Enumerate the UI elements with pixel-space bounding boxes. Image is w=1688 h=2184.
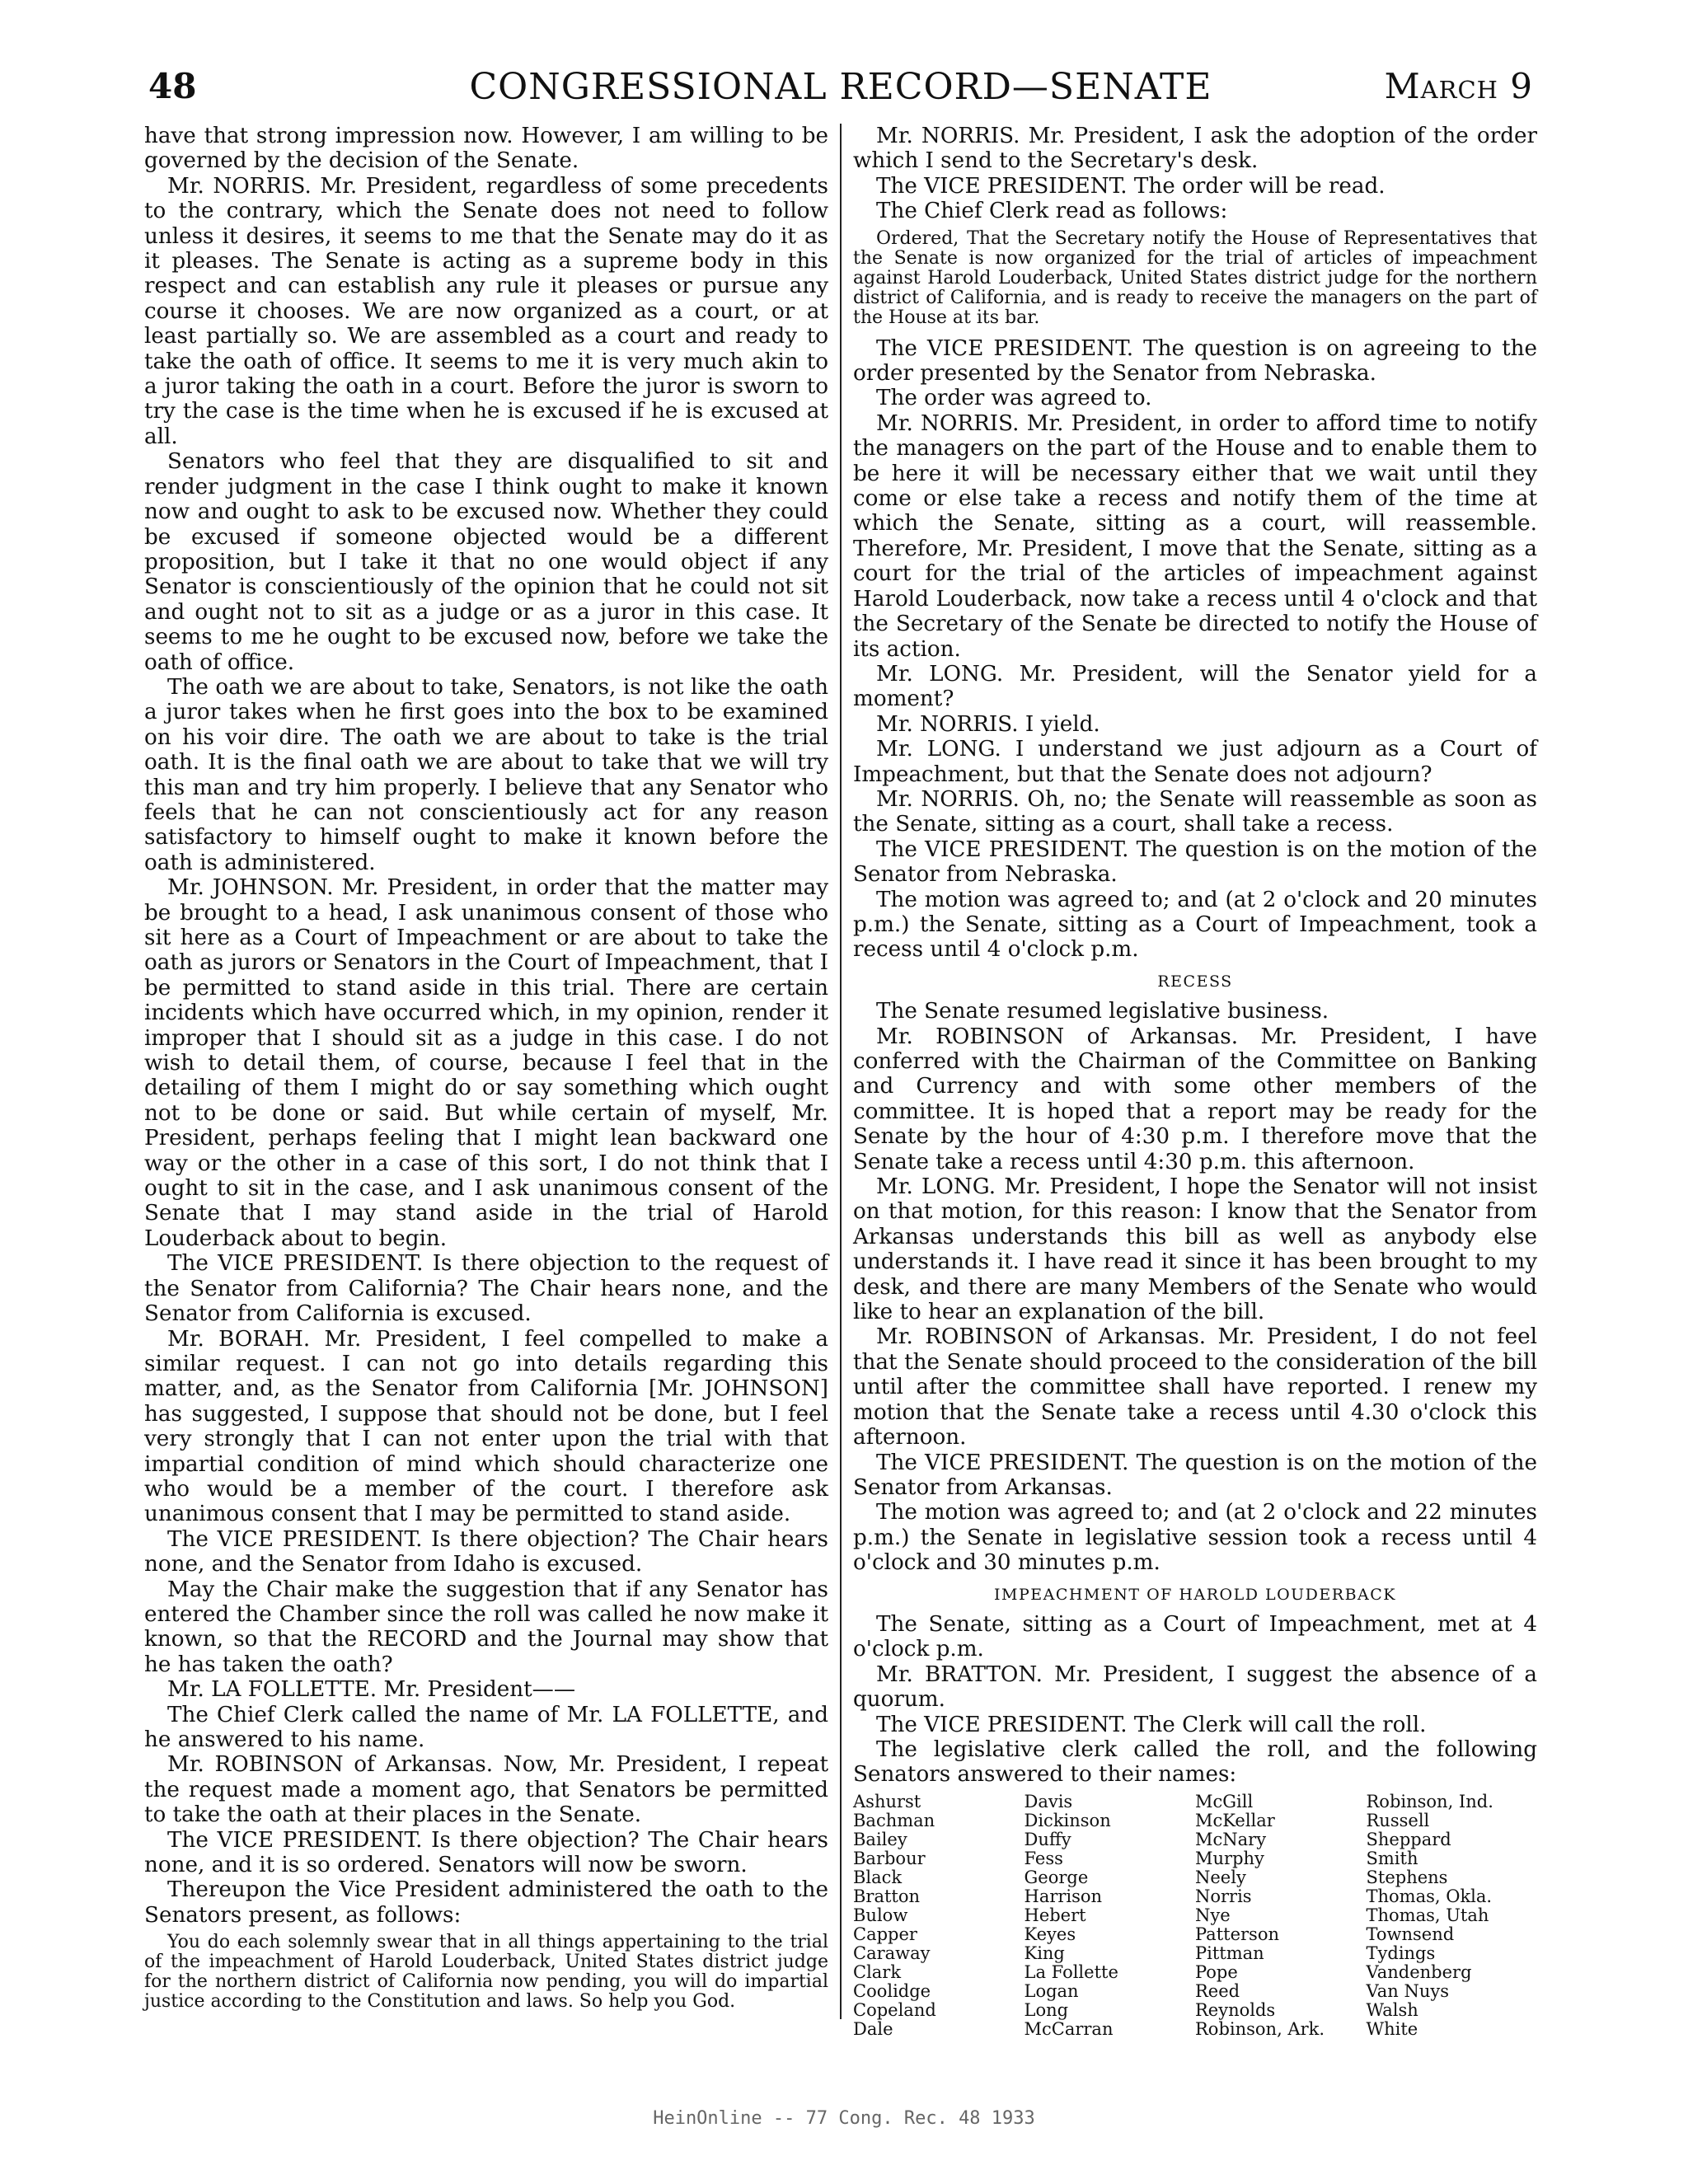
paragraph: The VICE PRESIDENT. The question is on agreeing to the order presented by the Senator from Nebraska. (853, 335, 1537, 387)
paragraph: Mr. NORRIS. Mr. President, regardless of some precedents to the contrary, which the Senate does not need to follow unless it desires, it seems to me that the Senate may do it as it pleases. The Senate is acting as a supreme body in this respect and can establish any rule it pleases or pursue any course it chooses. We are now organized as a court, or at least partially so. We are assembled as a court and ready to take the oath of office. It seems to me it is very much akin to a juror taking the oath in a court. Before the juror is sworn to try the case is the time when he is excused if he is excused at all. (144, 173, 828, 449)
paragraph: The VICE PRESIDENT. The Clerk will call the roll. (876, 1712, 1427, 1737)
roll-call-list (853, 1793, 1537, 2039)
senator-name: McGill (1195, 1791, 1254, 1811)
order-text: Ordered, That the Secretary notify the House of Representatives that the Senate is now organized for the trial of articles of impeachment against Harold Louderback, United States district judge for the northern district of California, and is ready to receive the managers on the part of the House at its bar. (853, 227, 1537, 328)
senator-name: Fess (1024, 1848, 1063, 1868)
senator-name: Coolidge (853, 1980, 931, 2001)
senator-name: Bulow (853, 1905, 908, 1925)
left-column (144, 124, 828, 2020)
senator-name: King (1024, 1943, 1065, 1963)
senator-name: Robinson, Ind. (1366, 1791, 1493, 1811)
paragraph: Mr. NORRIS. Oh, no; the Senate will reassemble as soon as the Senate, sitting as a court, shall take a recess. (853, 786, 1537, 837)
paragraph: Mr. NORRIS. Mr. President, I ask the adoption of the order which I send to the Secretary's desk. (853, 124, 1537, 174)
senator-name: Norris (1195, 1886, 1252, 1906)
paragraph: have that strong impression now. However, I am willing to be governed by the decision of the Senate. (144, 124, 828, 174)
senator-name: Vandenberg (1366, 1961, 1472, 1982)
senator-name: Walsh (1366, 1999, 1418, 2020)
senator-name: Dale (853, 2018, 893, 2039)
senator-name: Reynolds (1195, 1999, 1276, 2020)
paragraph: Mr. BRATTON. Mr. President, I suggest the absence of a quorum. (853, 1661, 1537, 1713)
senator-name: Copeland (853, 1999, 936, 2020)
paragraph: Mr. ROBINSON of Arkansas. Mr. President, I have conferred with the Chairman of the Committee on Banking and Currency and with some other members of the committee. It is hoped that a report may be ready for the Senate by the hour of 4:30 p.m. I therefore move that the Senate take a recess until 4:30 p.m. this afternoon. (853, 1024, 1537, 1174)
paragraph: Mr. NORRIS. I yield. (876, 711, 1100, 737)
senator-name: White (1366, 2018, 1418, 2039)
senator-name: Patterson (1195, 1924, 1279, 1944)
senator-name: Tydings (1366, 1943, 1436, 1963)
paragraph: The legislative clerk called the roll, and the following Senators answered to their names: (853, 1736, 1537, 1788)
senator-name: Barbour (853, 1848, 926, 1868)
senator-name: Duffy (1024, 1829, 1071, 1849)
senator-name: Capper (853, 1924, 917, 1944)
column-divider (840, 124, 842, 2019)
paragraph: The Senate, sitting as a Court of Impeachment, met at 4 o'clock p.m. (853, 1611, 1537, 1662)
paragraph: Mr. LONG. Mr. President, I hope the Senator will not insist on that motion, for this reason: I know that the Senator from Arkansas understands this bill as well as anybody else understands it. I have read it since it has been brought to my desk, and there are many Members of the Senate who would like to hear an explanation of the bill. (853, 1174, 1537, 1325)
section-heading-recess: RECESS (1157, 972, 1233, 991)
senator-name: Stephens (1366, 1867, 1448, 1887)
paragraph: The motion was agreed to; and (at 2 o'clock and 22 minutes p.m.) the Senate in legislative session took a recess until 4 o'clock and 30 minutes p.m. (853, 1500, 1537, 1576)
section-heading-impeachment: IMPEACHMENT OF HAROLD LOUDERBACK (994, 1585, 1396, 1604)
paragraph: May the Chair make the suggestion that if any Senator has entered the Chamber since the roll was called he now make it known, so that the RECORD and the Journal may show that he has taken the oath? (144, 1577, 828, 1677)
senator-name: Thomas, Utah (1366, 1905, 1489, 1925)
paragraph: The Chief Clerk called the name of Mr. LA FOLLETTE, and he answered to his name. (144, 1702, 828, 1752)
paragraph: Mr. NORRIS. Mr. President, in order to afford time to notify the managers on the part of the House and to enable them to be here it will be necessary either that we wait until they come or else take a recess and notify them of the time at which the Senate, sitting as a court, will reassemble. Therefore, Mr. President, I move that the Senate, sitting as a court for the trial of the articles of impeachment against Harold Louderback, now take a recess until 4 o'clock and that the Secretary of the Senate be directed to notify the House of its action. (853, 410, 1537, 662)
senator-name: Dickinson (1024, 1810, 1111, 1830)
page-header (148, 66, 1533, 124)
senator-name: Black (853, 1867, 903, 1887)
senator-name: Robinson, Ark. (1195, 2018, 1325, 2039)
paragraph: Thereupon the Vice President administered the oath to the Senators present, as follows: (144, 1877, 828, 1928)
senator-name: Thomas, Okla. (1366, 1886, 1493, 1906)
page-number: 48 (148, 66, 197, 106)
senator-name: Bachman (853, 1810, 935, 1830)
publication-title: CONGRESSIONAL RECORD—SENATE (469, 66, 1212, 108)
paragraph: The VICE PRESIDENT. Is there objection? The Chair hears none, and it is so ordered. Senators will now be sworn. (144, 1827, 828, 1878)
senator-name: Townsend (1366, 1924, 1455, 1944)
paragraph: The motion was agreed to; and (at 2 o'clock and 20 minutes p.m.) the Senate, sitting as a Court of Impeachment, took a recess until 4 o'clock p.m. (853, 887, 1537, 963)
senator-name: Logan (1024, 1980, 1079, 2001)
paragraph: Mr. LONG. I understand we just adjourn as a Court of Impeachment, but that the Senate does not adjourn? (853, 737, 1537, 787)
senator-name: Ashurst (853, 1791, 921, 1811)
paragraph: The Senate resumed legislative business. (876, 999, 1329, 1024)
senator-name: Murphy (1195, 1848, 1264, 1868)
paragraph: The Chief Clerk read as follows: (876, 199, 1228, 224)
paragraph: The VICE PRESIDENT. Is there objection? The Chair hears none, and the Senator from Idaho is excused. (144, 1526, 828, 1577)
senator-name: La Follette (1024, 1961, 1118, 1982)
paragraph: Mr. LONG. Mr. President, will the Senator yield for a moment? (853, 661, 1537, 712)
page-footer: HeinOnline -- 77 Cong. Rec. 48 1933 (653, 2108, 1035, 2129)
paragraph: Mr. ROBINSON of Arkansas. Now, Mr. President, I repeat the request made a moment ago, that Senators be permitted to take the oath at their places in the Senate. (144, 1752, 828, 1828)
issue-date: March 9 (1384, 66, 1533, 106)
senator-name: Reed (1195, 1980, 1240, 2001)
paragraph: Senators who feel that they are disqualified to sit and render judgment in the case I think ought to make it known now and ought to ask to be excused now. Whether they could be excused if someone objected would be a different proposition, but I take it that no one would object if any Senator is conscientiously of the opinion that he could not sit and ought not to sit as a judge or as a juror in this case. It seems to me he ought to be excused now, before we take the oath of office. (144, 449, 828, 675)
paragraph: The oath we are about to take, Senators, is not like the oath a juror takes when he first goes into the box to be examined on his voir dire. The oath we are about to take is the trial oath. It is the final oath we are about to take that we will try this man and try him properly. I believe that any Senator who feels that he can not conscientiously act for any reason satisfactory to himself ought to make it known before the oath is administered. (144, 674, 828, 875)
senator-name: McCarran (1024, 2018, 1114, 2039)
paragraph: The VICE PRESIDENT. The question is on the motion of the Senator from Nebraska. (853, 837, 1537, 888)
senator-name: McNary (1195, 1829, 1267, 1849)
senator-name: McKellar (1195, 1810, 1275, 1830)
senator-name: Harrison (1024, 1886, 1103, 1906)
senator-name: Van Nuys (1366, 1980, 1449, 2001)
senator-name: Bratton (853, 1886, 921, 1906)
senator-name: Davis (1024, 1791, 1073, 1811)
senator-name: Russell (1366, 1810, 1430, 1830)
senator-name: Nye (1195, 1905, 1231, 1925)
senator-name: Long (1024, 1999, 1069, 2020)
senator-name: George (1024, 1867, 1089, 1887)
paragraph: The order was agreed to. (876, 386, 1152, 411)
oath-text: You do each solemnly swear that in all things appertaining to the trial of the impeachment of Harold Louderback, United States district judge for the northern district of California now pending, you will do impartial justice according to the Constitution and laws. So help you God. (144, 1932, 828, 2013)
senator-name: Clark (853, 1961, 902, 1982)
right-column (853, 124, 1537, 2039)
senator-name: Smith (1366, 1848, 1418, 1868)
senator-name: Bailey (853, 1829, 907, 1849)
senator-name: Caraway (853, 1943, 931, 1963)
senator-name: Pope (1195, 1961, 1238, 1982)
senator-name: Neely (1195, 1867, 1246, 1887)
paragraph: Mr. LA FOLLETTE. Mr. President—— (167, 1677, 576, 1703)
senator-name: Pittman (1195, 1943, 1264, 1963)
paragraph: The VICE PRESIDENT. Is there objection to the request of the Senator from California? The Chair hears none, and the Senator from California is excused. (144, 1251, 828, 1327)
senator-name: Keyes (1024, 1924, 1076, 1944)
paragraph: Mr. JOHNSON. Mr. President, in order that the matter may be brought to a head, I ask unanimous consent of those who sit here as a Court of Impeachment or are about to take the oath as jurors or Senators in the Court of Impeachment, that I be permitted to stand aside in this trial. There are certain incidents which have occurred which, in my opinion, render it improper that I should sit as a judge in this case. I do not wish to detail them, of course, because I feel that in the detailing of them I might do or say something which ought not to be done or said. But while certain of myself, Mr. President, perhaps feeling that I might lean backward one way or the other in a case of this sort, I do not think that I ought to sit in the case, and I ask unanimous consent of the Senate that I may stand aside in the trial of Harold Louderback about to begin. (144, 875, 828, 1251)
paragraph: Mr. ROBINSON of Arkansas. Mr. President, I do not feel that the Senate should proceed to the consideration of the bill until after the committee shall have reported. I renew my motion that the Senate take a recess until 4.30 o'clock this afternoon. (853, 1324, 1537, 1451)
senator-name: Hebert (1024, 1905, 1086, 1925)
paragraph: The VICE PRESIDENT. The question is on the motion of the Senator from Arkansas. (853, 1450, 1537, 1500)
paragraph: The VICE PRESIDENT. The order will be read. (876, 173, 1386, 199)
senator-name: Sheppard (1366, 1829, 1451, 1849)
paragraph: Mr. BORAH. Mr. President, I feel compelled to make a similar request. I can not go into details regarding this matter, and, as the Senator from California [Mr. JOHNSON] has suggested, I suppose that should not be done, but I feel very strongly that I can not enter upon the trial with that impartial condition of mind which should characterize one who would be a member of the court. I therefore ask unanimous consent that I may be permitted to stand aside. (144, 1326, 828, 1527)
